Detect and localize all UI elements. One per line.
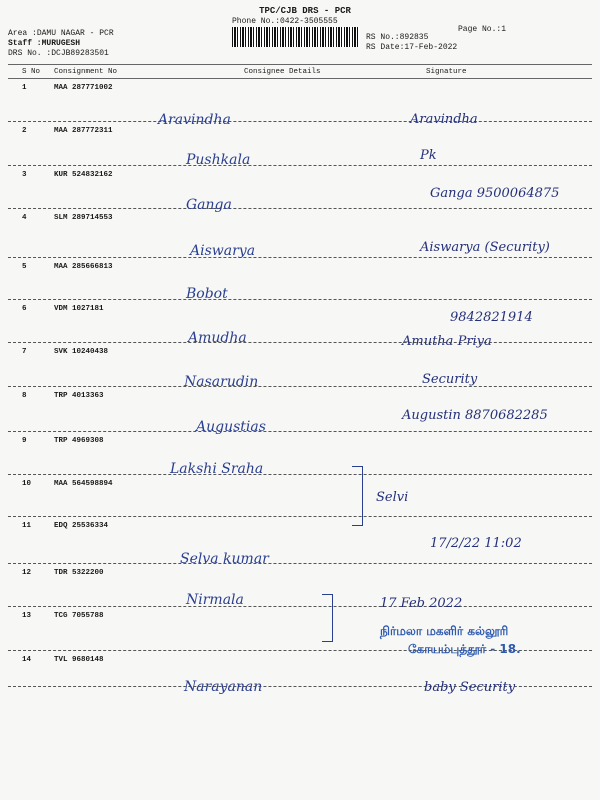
handwritten-consignee-name: Aiswarya <box>190 243 256 259</box>
row-consignment-number: KUR 524832162 <box>54 171 113 179</box>
handwritten-consignee-name: Bobot <box>186 286 228 302</box>
drs-label: DRS No. : <box>8 49 52 58</box>
row-separator <box>8 431 592 432</box>
row-separator <box>8 516 592 517</box>
header-rule-top <box>8 64 592 65</box>
row-consignment-number: MAA 287771002 <box>54 84 113 92</box>
handwritten-consignee-name: Augustias <box>196 419 266 435</box>
handwritten-signature: 17 Feb 2022 <box>380 596 463 611</box>
row-serial-number: 14 <box>22 656 32 664</box>
handwritten-consignee-name: Lakshi Sraha <box>170 461 264 477</box>
ink-bracket <box>352 466 363 526</box>
row-serial-number: 8 <box>22 392 27 400</box>
row-separator <box>8 121 592 122</box>
handwritten-consignee-name: Ganga <box>186 197 232 213</box>
row-separator <box>8 474 592 475</box>
rs-number: RS No.:892835 <box>366 33 429 42</box>
row-separator <box>8 299 592 300</box>
row-separator <box>8 563 592 564</box>
row-consignment-number: TRP 4013363 <box>54 392 104 400</box>
row-consignment-number: TCG 7055788 <box>54 612 104 620</box>
ink-bracket-2 <box>322 594 333 642</box>
handwritten-signature: Ganga 9500064875 <box>430 186 560 201</box>
row-consignment-number: MAA 287772311 <box>54 127 113 135</box>
row-serial-number: 4 <box>22 214 27 222</box>
rs-date: RS Date:17-Feb-2022 <box>366 43 458 52</box>
drs-value: DCJB89283501 <box>51 49 109 58</box>
row-separator <box>8 165 592 166</box>
barcode-image <box>232 27 360 47</box>
row-serial-number: 6 <box>22 305 27 313</box>
college-stamp-line2: கோயம்புத்தூர் - 18. <box>408 642 521 656</box>
college-stamp-line1: நிர்மலா மகளிர் கல்லூரி <box>380 624 509 638</box>
handwritten-consignee-name: Nirmala <box>186 592 244 608</box>
staff-value: MURUGESH <box>41 39 81 48</box>
col-head-signature: Signature <box>426 68 467 76</box>
row-consignment-number: EDQ 25536334 <box>54 522 109 530</box>
row-serial-number: 9 <box>22 437 27 445</box>
row-consignment-number: MAA 285666813 <box>54 263 113 271</box>
header-left-block <box>8 29 114 59</box>
row-serial-number: 7 <box>22 348 27 356</box>
row-consignment-number: SLM 289714553 <box>54 214 113 222</box>
col-head-consignment: Consignment No <box>54 68 118 76</box>
row-separator <box>8 606 592 607</box>
handwritten-signature: Selvi <box>376 490 409 505</box>
handwritten-consignee-name: Amudha <box>188 330 247 346</box>
handwritten-signature: Amutha Priya <box>402 334 492 349</box>
staff-label: Staff : <box>8 39 42 48</box>
row-consignment-number: MAA 564598894 <box>54 480 113 488</box>
row-serial-number: 13 <box>22 612 32 620</box>
col-head-consignee: Consignee Details <box>244 68 321 76</box>
handwritten-consignee-name: Pushkala <box>186 152 251 168</box>
handwritten-signature: 9842821914 <box>450 310 533 325</box>
row-consignment-number: TRP 4969308 <box>54 437 104 445</box>
handwritten-consignee-name: Nasarudin <box>184 374 259 390</box>
page-number: Page No.:1 <box>458 25 507 34</box>
handwritten-signature: Augustin 8870682285 <box>402 408 548 423</box>
handwritten-consignee-name: Selva kumar <box>180 551 269 567</box>
row-serial-number: 2 <box>22 127 27 135</box>
row-separator <box>8 208 592 209</box>
document-title: TPC/CJB DRS - PCR <box>259 6 351 16</box>
row-separator <box>8 342 592 343</box>
handwritten-signature: Aiswarya (Security) <box>420 240 550 255</box>
handwritten-signature: baby Security <box>424 680 516 695</box>
row-consignment-number: TDR 5322200 <box>54 569 104 577</box>
handwritten-signature: 17/2/22 11:02 <box>430 536 522 551</box>
area-label: Area : <box>8 29 37 38</box>
header-right-block <box>366 33 457 53</box>
row-consignment-number: SVK 10240438 <box>54 348 109 356</box>
row-consignment-number: TVL 9680148 <box>54 656 104 664</box>
row-serial-number: 1 <box>22 84 27 92</box>
handwritten-consignee-name: Aravindha <box>158 112 231 128</box>
row-serial-number: 3 <box>22 171 27 179</box>
row-consignment-number: VDM 1027181 <box>54 305 104 313</box>
phone-number: Phone No.:0422-3505555 <box>232 17 338 26</box>
area-value: DAMU NAGAR - PCR <box>36 29 114 38</box>
row-separator <box>8 257 592 258</box>
row-separator <box>8 386 592 387</box>
row-serial-number: 12 <box>22 569 32 577</box>
col-head-sno: S No <box>22 68 41 76</box>
row-serial-number: 11 <box>22 522 32 530</box>
row-serial-number: 5 <box>22 263 27 271</box>
header-rule-bottom <box>8 78 592 79</box>
handwritten-signature: Aravindha <box>410 112 478 127</box>
handwritten-signature: Pk <box>420 148 437 163</box>
handwritten-consignee-name: Narayanan <box>184 679 263 695</box>
row-serial-number: 10 <box>22 480 32 488</box>
handwritten-signature: Security <box>422 372 478 387</box>
